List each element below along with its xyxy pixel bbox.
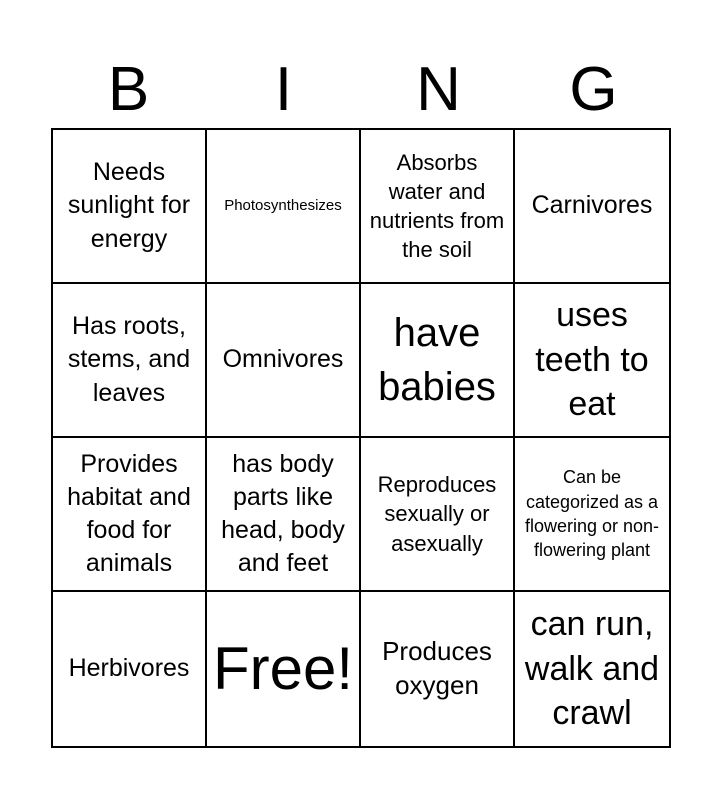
cell-text: Has roots, stems, and leaves (67, 312, 191, 407)
bingo-cell[interactable] (207, 284, 361, 438)
cell-text: Photosynthesizes (224, 196, 342, 214)
cell-text: Provides habitat and food for animals (67, 449, 191, 578)
header-letter-g: G (569, 55, 618, 124)
cell-text: Absorbs water and nutrients from the soil (369, 149, 505, 263)
bingo-cell[interactable] (53, 284, 207, 438)
bingo-cell[interactable] (515, 438, 669, 592)
bingo-cell[interactable] (361, 130, 515, 284)
free-space-cell[interactable] (207, 592, 361, 746)
cell-text: Needs sunlight for energy (67, 158, 191, 253)
cell-text: Carnivores (531, 191, 653, 220)
cell-text: has body parts like head, body and feet (221, 449, 345, 578)
cell-text: Can be categorized as a flowering or non-flowering plant (524, 467, 660, 561)
bingo-cell[interactable] (515, 130, 669, 284)
bingo-cell[interactable] (361, 438, 515, 592)
bingo-cell[interactable] (361, 284, 515, 438)
bingo-cell[interactable] (361, 592, 515, 746)
bingo-cell[interactable] (53, 592, 207, 746)
header-letter-n: N (416, 55, 461, 124)
bingo-header (51, 52, 671, 128)
bingo-cell[interactable] (207, 130, 361, 284)
cell-text: have babies (378, 311, 496, 409)
cell-text: can run, walk and crawl (524, 604, 660, 733)
cell-text: uses teeth to eat (535, 295, 649, 424)
cell-text: Reproduces sexually or asexually (377, 472, 497, 556)
bingo-cell[interactable] (53, 438, 207, 592)
free-space-text: Free! (212, 635, 354, 702)
bingo-cell[interactable] (207, 438, 361, 592)
bingo-cell[interactable] (53, 130, 207, 284)
bingo-cell[interactable] (515, 592, 669, 746)
cell-text: Produces oxygen (382, 636, 492, 700)
bingo-cell[interactable] (515, 284, 669, 438)
cell-text: Herbivores (68, 654, 190, 683)
bingo-card-grid (51, 128, 671, 748)
cell-text: Omnivores (222, 345, 344, 374)
header-letter-i: I (274, 55, 293, 124)
header-letter-b: B (107, 55, 150, 124)
